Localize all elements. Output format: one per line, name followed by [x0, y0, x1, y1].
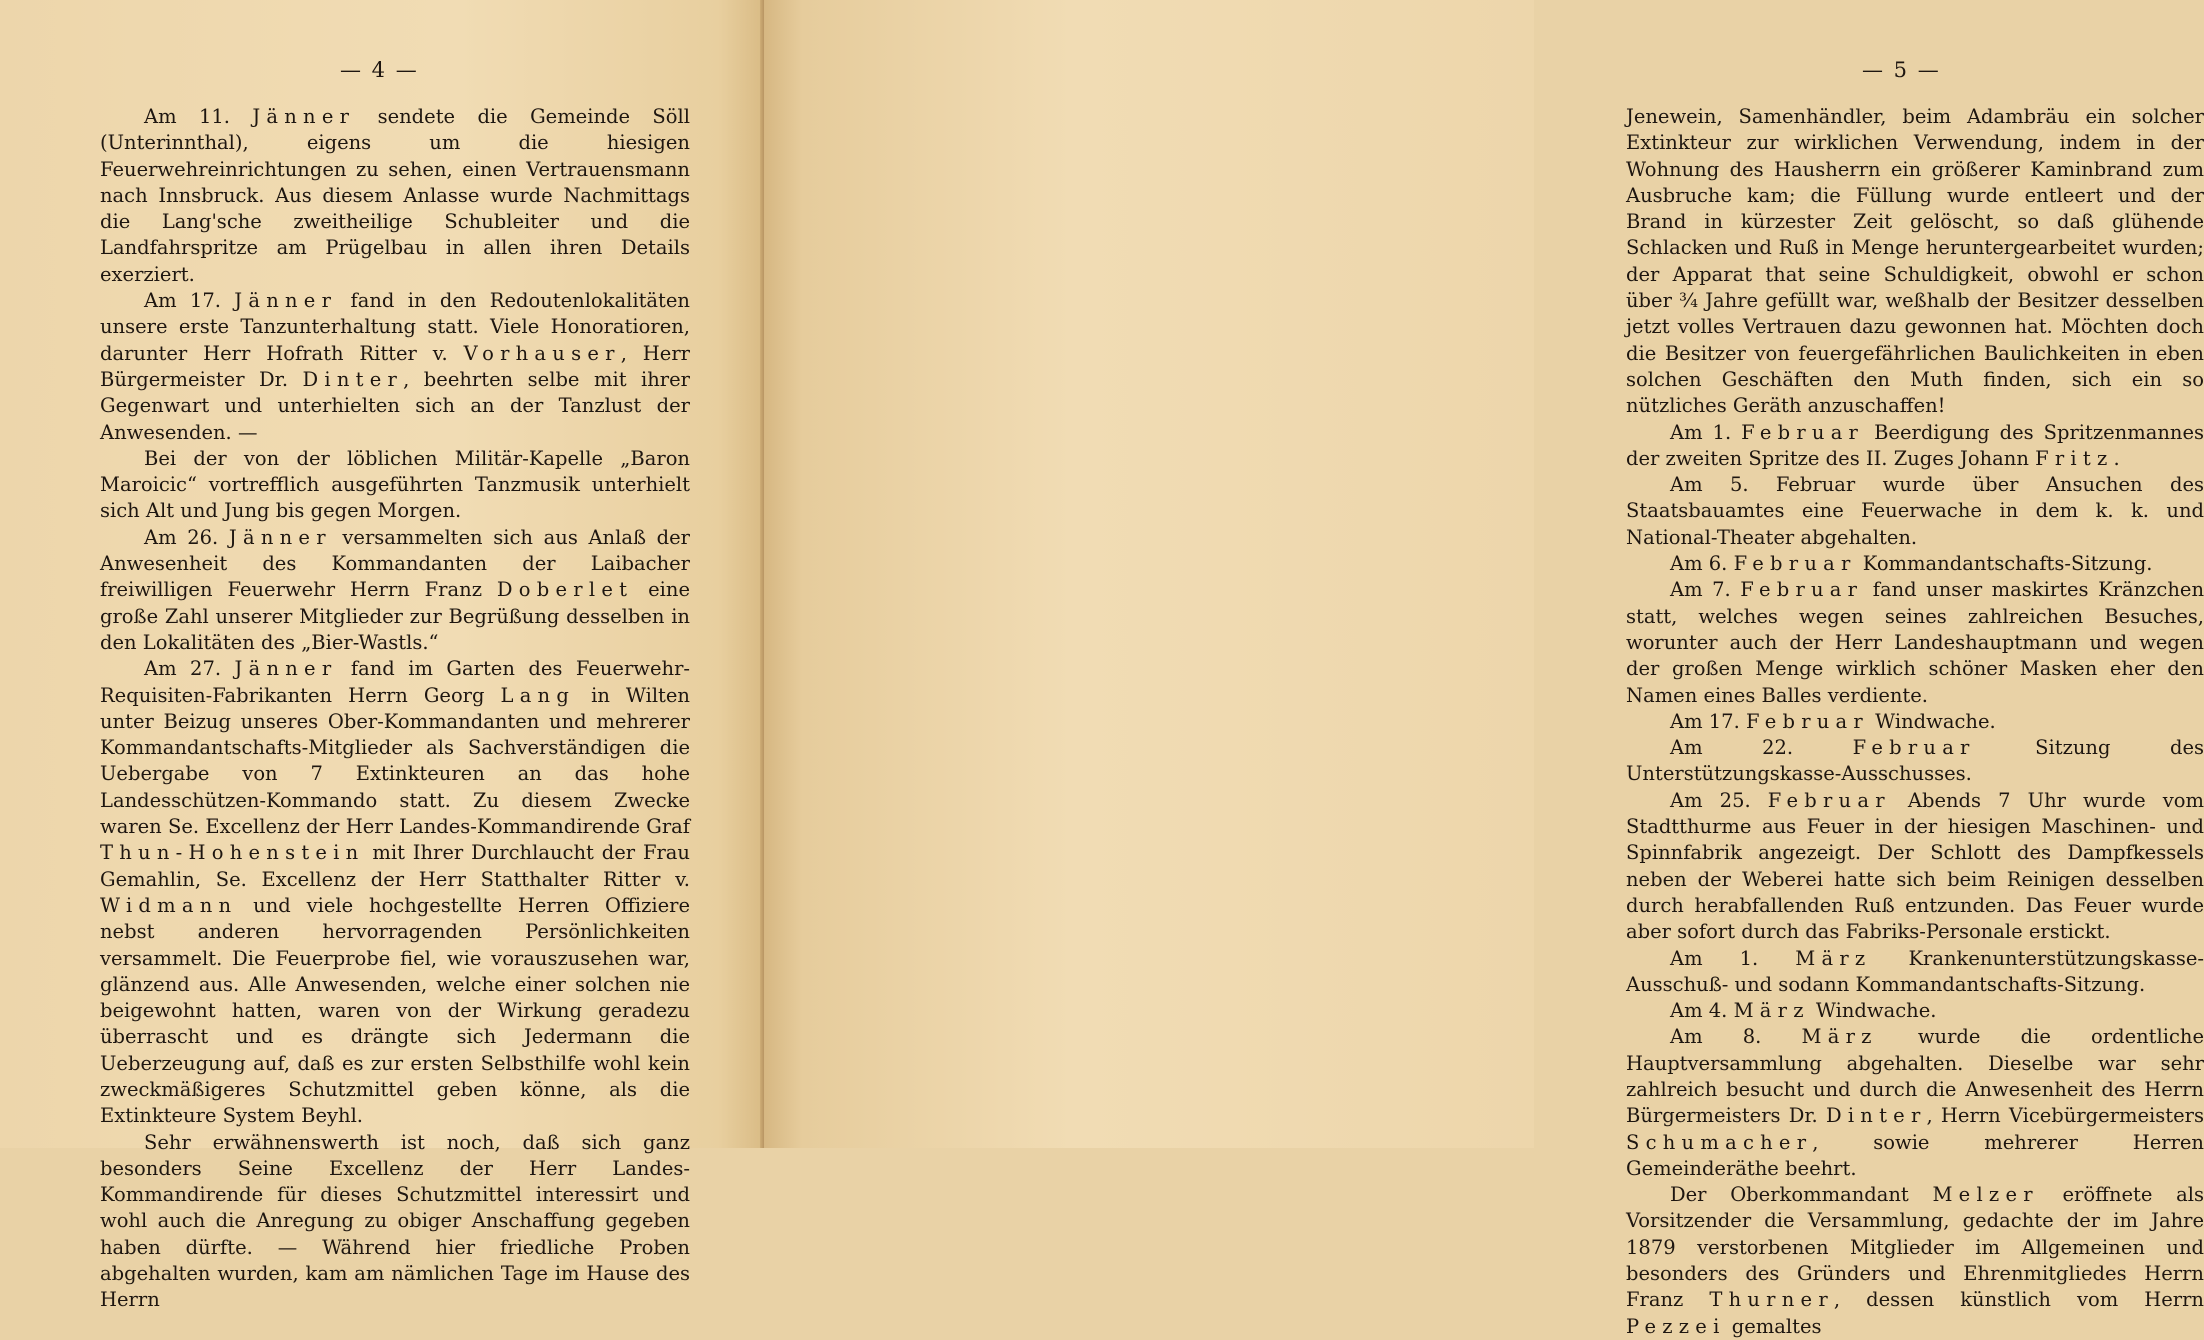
text-run: Am 27. [144, 657, 235, 681]
paragraph [1626, 472, 2204, 551]
paragraph [1626, 551, 2204, 577]
text-run: Am 1. [1670, 946, 1796, 970]
paragraph [100, 104, 690, 288]
left-page-text [100, 104, 690, 1314]
text-run: , Herr Bürgermeister Dr. [100, 341, 690, 391]
text-run: Windwache. [1868, 709, 1996, 733]
spaced-name: Februar [1745, 709, 1869, 733]
text-run: Am 11. [144, 105, 253, 128]
text-run: , dessen künstlich vom Herrn [1833, 1288, 2204, 1312]
paragraph [1626, 1024, 2204, 1182]
paragraph [100, 525, 690, 656]
text-run: Beerdigung des Spritzenmannes der zweiten Spritze des II. Zuges Johann [1626, 420, 2204, 470]
text-run: Am 25. [1670, 788, 1768, 812]
spaced-name: Februar [1733, 552, 1857, 576]
paragraph [1626, 946, 2204, 999]
left-page [0, 0, 764, 1312]
text-run: wurde die ordentliche Hauptversammlung abgehalten. Dieselbe war sehr zahlreich besucht und durch die Anwesenheit des Herrn Bürgermeisters Dr. [1626, 1025, 2204, 1128]
paragraph [100, 1130, 690, 1314]
page-number-right: — 5 — [1862, 58, 1941, 82]
spaced-name: Fritz [2035, 446, 2114, 470]
text-run: , sowie mehrerer Herren Gemeinderäthe beehrt. [1626, 1130, 2204, 1180]
text-run: , Herrn Vicebürgermeisters [1926, 1104, 2204, 1128]
paragraph [1626, 104, 2204, 420]
spaced-name: Jänner [252, 105, 356, 128]
text-run: Am 26. [144, 525, 229, 549]
paragraph [1626, 577, 2204, 708]
text-run: eine große Zahl unserer Mitglieder zur Begrüßung desselben in den Lokalitäten des „Bier-Wastls.“ [100, 578, 691, 654]
text-run: Am 7. [1670, 578, 1741, 602]
spaced-name: März [1795, 946, 1872, 970]
text-run: Kommandantschafts-Sitzung. [1856, 552, 2153, 576]
text-run: in Wilten unter Beizug unseres Ober-Kommandanten und mehrerer Kommandantschafts-Mitglieder als Sachverständigen die Uebergabe von 7 Extinkteuren an das hohe Landesschützen-Kommando statt. Zu diesem Zwecke waren Se. Excellenz der Herr Landes-Kommandirende Graf [100, 683, 690, 839]
spaced-name: Jänner [228, 525, 332, 549]
spaced-name: Thurner [1709, 1288, 1834, 1312]
spaced-name: Schumacher [1626, 1130, 1813, 1154]
text-run: Windwache. [1809, 999, 1937, 1023]
paragraph [1626, 420, 2204, 473]
right-page [764, 0, 2204, 1338]
paragraph [1626, 998, 2204, 1024]
spaced-name: Dinter [1825, 1104, 1927, 1128]
text-run: Sitzung des Unterstützungskasse-Ausschusses. [1626, 736, 2204, 786]
spaced-name: Februar [1767, 788, 1891, 812]
text-run: Abends 7 Uhr wurde vom Stadtthurme aus Feuer in der hiesigen Maschinen- und Spinnfabrik angezeigt. Der Schlott des Dampfkessels neben der Weberei hatte sich beim Reinigen desselben durch herabfallenden Ruß entzunden. Das Feuer wurde aber sofort durch das Fabriks-Personale erstickt. [1626, 788, 2204, 944]
text-run: Am 5. Februar wurde über Ansuchen des Staatsbauamtes eine Feuerwache in dem k. k. und National-Theater abgehalten. [1626, 473, 2204, 549]
text-run: Am 22. [1670, 736, 1853, 760]
text-run: versammelten sich aus Anlaß der Anwesenheit des Kommandanten der Laibacher freiwilligen Feuerwehr Herrn Franz [100, 525, 690, 602]
paragraph [1626, 788, 2204, 946]
text-run: fand unser maskirtes Kränzchen statt, welches wegen seines zahlreichen Besuches, worunter auch der Herr Landeshauptmann und wegen der großen Menge wirklich schöner Masken eher den Namen eines Balles verdiente. [1626, 578, 2204, 707]
paragraph [100, 656, 690, 1129]
paragraph [100, 446, 690, 525]
text-run: Am 8. [1670, 1025, 1802, 1049]
spaced-name: März [1733, 999, 1810, 1023]
paragraph [1626, 735, 2204, 788]
paragraph [1626, 1182, 2204, 1340]
spaced-name: Dinter [302, 367, 404, 391]
spaced-name: Februar [1741, 420, 1865, 444]
text-run: eröffnete als Vorsitzender die Versammlung, gedachte der im Jahre 1879 verstorbenen Mitglieder im Allgemeinen und besonders des Gründers und Ehrenmitgliedes Herrn Franz [1626, 1183, 2204, 1312]
spaced-name: Jänner [234, 657, 338, 681]
spaced-name: Vorhauser [463, 341, 621, 365]
text-run: Krankenunterstützungskasse-Ausschuß- und sodann Kommandantschafts-Sitzung. [1626, 946, 2204, 996]
text-run: Am 17. [1670, 709, 1746, 733]
text-run: Jenewein, Samenhändler, beim Adambräu ein solcher Extinkteur zur wirklichen Verwendung, indem in der Wohnung des Hausherrn ein größerer Kaminbrand zum Ausbruche kam; die Füllung wurde entleert und der Brand in kürzester Zeit gelöscht, so daß glühende Schlacken und Ruß in Menge heruntergearbeitet wurden; der Apparat that seine Schuldigkeit, obwohl er schon über ¾ Jahre gefüllt war, weßhalb der Besitzer desselben jetzt volles Vertrauen dazu gewonnen hat. Möchten doch die Besitzer von feuergefährlichen Baulichkeiten in eben solchen Geschäften den Muth finden, sich ein so nützliches Geräth anzuschaffen! [1626, 105, 2204, 418]
text-run: mit Ihrer Durchlaucht der Frau Gemahlin, Se. Excellenz der Herr Statthalter Ritter v. [100, 841, 690, 891]
text-run: Sehr erwähnenswerth ist noch, daß sich ganz besonders Seine Excellenz der Herr Landes-Kommandirende für dieses Schutzmittel interessirt und wohl auch die Anregung zu obiger Anschaffung gegeben haben dürfte. — Während hier friedliche Proben abgehalten wurden, kam am nämlichen Tage im Hause des Herrn [100, 1130, 690, 1312]
spaced-name: Lang [500, 683, 576, 707]
paragraph [100, 288, 690, 446]
text-run: sendete die Gemeinde Söll (Unterinnthal), eigens um die hiesigen Feuerwehreinrichtungen zu sehen, einen Vertrauensmann nach Innsbruck. Aus diesem Anlasse wurde Nachmittags die Lang'sche zweitheilige Schubleiter und die Landfahrspritze am Prügelbau in allen ihren Details exerziert. [100, 105, 690, 286]
spaced-name: Thun-Hohenstein [100, 841, 365, 865]
spaced-name: März [1801, 1025, 1878, 1049]
text-run: fand im Garten des Feuerwehr-Requisiten-Fabrikanten Herrn Georg [100, 657, 690, 707]
spaced-name: Widmann [100, 893, 238, 917]
spaced-name: Jänner [234, 289, 338, 313]
text-run: . [2113, 446, 2120, 470]
spaced-name: Februar [1740, 578, 1864, 602]
text-run: , beehrten selbe mit ihrer Gegenwart und unterhielten sich an der Tanzlust der Anwesenden. — [100, 367, 690, 444]
text-run: Am 4. [1670, 999, 1734, 1023]
text-run: Am 6. [1670, 552, 1734, 576]
text-run: gemaltes [1725, 1314, 1822, 1338]
text-run: und viele hochgestellte Herren Offiziere nebst anderen hervorragenden Persönlichkeiten versammelt. Die Feuerprobe fiel, wie vorauszusehen war, glänzend aus. Alle Anwesenden, welche einer solchen nie beigewohnt hatten, waren von der Wirkung geradezu überrascht und es drängte sich Jedermann die Ueberzeugung auf, daß es zur ersten Selbsthilfe wohl kein zweckmäßigeres Schutzmittel geben könne, als die Extinkteure System Beyhl. [100, 893, 690, 1128]
spaced-name: Pezzei [1626, 1314, 1726, 1338]
text-run: Am 17. [144, 289, 235, 313]
text-run: Der Oberkommandant [1670, 1183, 1933, 1207]
page-number-left: — 4 — [340, 58, 419, 82]
spaced-name: Doberlet [496, 578, 634, 602]
spaced-name: Melzer [1932, 1183, 2039, 1207]
text-run: fand in den Redoutenlokalitäten unsere erste Tanzunterhaltung statt. Viele Honoratioren, darunter Herr Hofrath Ritter v. [100, 289, 690, 365]
paragraph [1626, 709, 2204, 735]
text-run: Am 1. [1670, 420, 1742, 444]
spaced-name: Februar [1852, 736, 1976, 760]
right-page-text [1626, 104, 2204, 1340]
text-run: Bei der von der löblichen Militär-Kapelle „Baron Maroicic“ vortrefflich ausgeführten Tanzmusik unterhielt sich Alt und Jung bis gegen Morgen. [100, 446, 690, 523]
